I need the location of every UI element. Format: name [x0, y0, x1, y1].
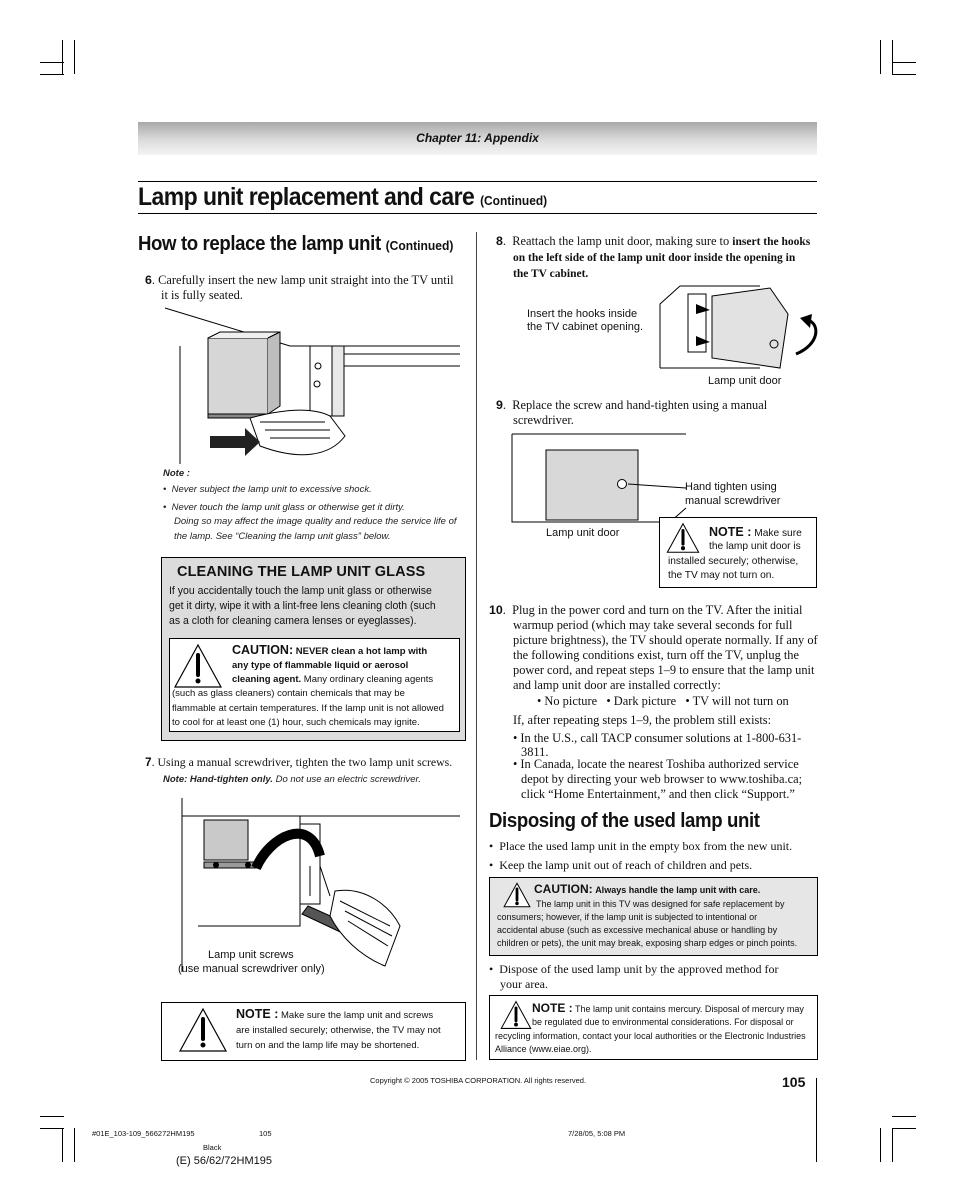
title-rule-bottom	[138, 213, 817, 214]
note-line: installed securely; otherwise,	[668, 556, 799, 567]
crop-mark	[40, 62, 64, 63]
disposing-bullet: • Keep the lamp unit out of reach of children and pets.	[489, 858, 753, 872]
note-line: The lamp unit contains mercury. Disposal of mercury may	[575, 1004, 804, 1014]
crop-mark	[880, 1128, 881, 1162]
note-line: turn on and the lamp life may be shortened.	[236, 1040, 420, 1051]
note-line: are installed securely; otherwise, the TV may not	[236, 1025, 441, 1036]
caution-head	[534, 882, 760, 896]
note-text	[236, 1007, 441, 1053]
note-head	[532, 1001, 804, 1015]
note-label: Note :	[163, 468, 190, 479]
step-text: it is fully seated.	[161, 288, 243, 302]
chapter-title: Chapter 11: Appendix	[416, 131, 539, 145]
caution-line: The lamp unit in this TV was designed for safe replacement by	[536, 899, 785, 909]
note-box-screws	[161, 1002, 466, 1061]
caution-bold: Always handle the lamp unit with care.	[595, 885, 761, 895]
crop-mark	[62, 40, 63, 74]
note-item: Doing so may affect the image quality and reduce the service life of	[174, 516, 457, 527]
door-caption: Lamp unit door	[708, 375, 782, 387]
file-page: 105	[259, 1129, 272, 1138]
note-label: NOTE :	[709, 525, 752, 539]
step-text: Reattach the lamp unit door, making sure to	[512, 234, 730, 248]
caution-line: accidental abuse (such as excessive mechanical abuse or handling by	[497, 925, 778, 935]
step-text: picture brightness), the TV should operate normally. If any of	[513, 633, 818, 647]
step-number: 9	[496, 398, 503, 412]
lamp-insert-illustration	[160, 306, 470, 466]
warning-triangle-icon	[173, 643, 223, 689]
note-item: the lamp. See “Cleaning the lamp unit glass” below.	[174, 531, 391, 542]
note-line: be regulated due to environmental considerations. For disposal or	[532, 1017, 794, 1027]
step-10: 10. Plug in the power cord and turn on the TV. After the initial warmup period (which may take several seconds for full picture brightness), the TV should operate normally. If any of the following conditions exist, turn off the TV, unplug the power cord, and repeat steps 1–9 to ensure that the lamp unit and lamp unit door are installed correctly:	[489, 603, 818, 692]
note-box-mercury	[489, 995, 818, 1060]
caution-bold: NEVER clean a hot lamp with	[295, 646, 428, 657]
note-line: recycling information, contact your local authorities or the Electronic Industries	[495, 1031, 806, 1041]
note-head	[709, 525, 802, 539]
caution-line: consumers; however, if the lamp unit is subjected to intentional or	[497, 912, 758, 922]
caution-body	[172, 687, 444, 731]
dispose-bullet: your area.	[500, 977, 548, 991]
step-text-bold: insert the hooks	[732, 236, 811, 248]
canada-contact: depot by directing your web browser to www.toshiba.ca;	[521, 772, 803, 786]
door-tighten-illustration	[510, 432, 690, 524]
caution-text: Many ordinary cleaning agents	[303, 674, 434, 685]
hand-caption: Hand tighten using	[685, 481, 777, 493]
caution-label: CAUTION:	[232, 643, 294, 657]
note-line: the lamp unit door is	[709, 541, 801, 552]
crop-mark	[892, 1128, 893, 1162]
caution-label: CAUTION:	[534, 882, 593, 896]
step-number: 10	[489, 603, 503, 617]
step-9: 9. Replace the screw and hand-tighten using a manual screwdriver.	[496, 398, 768, 427]
screws-caption: Lamp unit screws	[208, 949, 294, 961]
crop-mark	[40, 1116, 64, 1117]
note-box-door	[659, 517, 817, 588]
dispose-bullet: • Dispose of the used lamp unit by the approved method for	[489, 962, 779, 976]
note-line: the TV may not turn on.	[668, 570, 775, 581]
caution-line: to cool for at least one (1) hour, such chemicals may ignite.	[172, 717, 420, 728]
title-rule-top	[138, 181, 817, 182]
if-after-text: If, after repeating steps 1–9, the problem still exists:	[513, 713, 772, 727]
page-title	[138, 183, 547, 212]
step-text: Carefully insert the new lamp unit straight into the TV until	[158, 273, 454, 287]
section-heading-continued: (Continued)	[385, 238, 454, 253]
section-heading-text: How to replace the lamp unit	[138, 233, 381, 255]
note-bullet: • Never subject the lamp unit to excessive shock.	[163, 484, 372, 495]
page-title-text: Lamp unit replacement and care	[138, 183, 475, 211]
caution-bold: cleaning agent.	[232, 674, 302, 685]
crop-mark	[892, 74, 916, 75]
step-number: 8	[496, 234, 503, 248]
color-label: Black	[203, 1143, 222, 1152]
door-caption: Lamp unit door	[546, 527, 620, 539]
note-item: Never touch the lamp unit glass or otherwise get it dirty.	[171, 502, 405, 513]
crop-mark	[892, 1128, 916, 1129]
caution-line: flammable at certain temperatures. If the lamp unit is not allowed	[172, 702, 444, 714]
page-number: 105	[782, 1074, 806, 1090]
crop-mark	[892, 40, 893, 74]
disposing-bullet: • Place the used lamp unit in the empty box from the new unit.	[489, 839, 793, 853]
crop-mark	[880, 40, 881, 74]
cleaning-box-text	[169, 584, 436, 629]
section-heading-replace	[138, 233, 453, 256]
caution-bold: any type of flammable liquid or aerosol	[232, 660, 409, 671]
crop-mark	[892, 62, 916, 63]
us-contact: 3811.	[521, 745, 549, 759]
hooks-caption: the TV cabinet opening.	[527, 321, 643, 333]
note-bullet: • Never touch the lamp unit glass or otherwise get it dirty.	[163, 502, 405, 513]
step-8: 8. Reattach the lamp unit door, making sure to insert the hooks on the left side of the lamp unit door inside the opening in the TV cabinet.	[496, 234, 811, 280]
step-text: screwdriver.	[513, 413, 574, 427]
step-text-bold: the TV cabinet.	[513, 268, 589, 280]
screwdriver-illustration	[160, 796, 470, 974]
model-number: (E) 56/62/72HM195	[176, 1155, 272, 1167]
note-label: NOTE :	[532, 1001, 573, 1015]
caution-line: children or pets), the unit may break, exposing sharp edges or pinch points.	[497, 938, 798, 948]
crop-mark	[892, 1116, 916, 1117]
note-label: NOTE :	[236, 1007, 279, 1021]
step-6: 6. Carefully insert the new lamp unit straight into the TV until it is fully seated.	[145, 273, 454, 302]
step-number: 6	[145, 273, 152, 287]
us-contact: • In the U.S., call TACP consumer solutions at 1-800-631-	[513, 731, 802, 745]
step-text: Plug in the power cord and turn on the TV. After the initial	[512, 603, 803, 617]
crop-mark	[74, 1128, 75, 1162]
crop-mark	[62, 1128, 63, 1162]
warning-triangle-icon	[503, 881, 531, 909]
lamp-door-illustration	[650, 284, 820, 370]
cleaning-box-title: CLEANING THE LAMP UNIT GLASS	[177, 564, 426, 580]
canada-contact: click “Home Entertainment,” and then click “Support.”	[521, 787, 795, 801]
step-text: power cord, and repeat steps 1–9 to ensure that the lamp unit	[513, 663, 815, 677]
note-item: Never subject the lamp unit to excessive shock.	[171, 484, 372, 495]
caution-head	[232, 643, 433, 687]
cleaning-glass-box	[161, 557, 466, 741]
footer-rule	[816, 1078, 817, 1162]
crop-mark	[40, 1128, 64, 1129]
caution-box-handling	[489, 877, 818, 956]
step-text: the following conditions exist, turn off the TV, unplug the	[513, 648, 799, 662]
caution-box-cleaning	[169, 638, 460, 732]
hand-caption: manual screwdriver	[685, 495, 781, 507]
step-7-note	[163, 772, 421, 787]
step-7: 7. Using a manual screwdriver, tighten the two lamp unit screws.	[145, 755, 453, 769]
cleaning-line: get it dirty, wipe it with a lint-free lens cleaning cloth (such	[169, 600, 436, 612]
cleaning-line: If you accidentally touch the lamp unit glass or otherwise	[169, 585, 432, 597]
step-text: Using a manual screwdriver, tighten the two lamp unit screws.	[157, 755, 453, 769]
file-name: #01E_103-109_566272HM195	[92, 1129, 195, 1138]
chapter-header-bar	[138, 122, 817, 155]
file-date: 7/28/05, 5:08 PM	[568, 1129, 626, 1138]
note-bold: Note: Hand-tighten only.	[163, 774, 273, 785]
step-text: Replace the screw and hand-tighten using a manual	[512, 398, 768, 412]
canada-contact: • In Canada, locate the nearest Toshiba authorized service	[513, 757, 799, 771]
page-title-continued: (Continued)	[480, 193, 548, 208]
step-text-bold: on the left side of the lamp unit door inside the opening in	[513, 252, 796, 264]
hooks-caption: Insert the hooks inside	[527, 308, 638, 320]
conditions-list: • No picture • Dark picture • TV will not turn on	[537, 694, 789, 708]
column-divider	[476, 232, 477, 1060]
cleaning-line: as a cloth for cleaning camera lenses or eyeglasses).	[169, 615, 417, 627]
warning-triangle-icon	[500, 1000, 532, 1030]
note-line: Alliance (www.eiae.org).	[495, 1044, 592, 1054]
section-heading-disposing: Disposing of the used lamp unit	[489, 810, 760, 832]
screws-caption: (use manual screwdriver only)	[178, 963, 325, 975]
step-text: and lamp unit door are installed correctly:	[513, 678, 721, 692]
note-line: Make sure	[754, 528, 802, 539]
warning-triangle-icon	[666, 522, 700, 554]
crop-mark	[40, 74, 64, 75]
step-number: 7	[145, 755, 152, 769]
caution-line: (such as glass cleaners) contain chemicals that may be	[172, 688, 405, 699]
warning-triangle-icon	[178, 1007, 228, 1053]
step-text: warmup period (which may take several seconds for full	[513, 618, 793, 632]
note-text: Do not use an electric screwdriver.	[275, 774, 421, 785]
copyright: Copyright © 2005 TOSHIBA CORPORATION. All rights reserved.	[370, 1076, 587, 1085]
crop-mark	[74, 40, 75, 74]
note-line: Make sure the lamp unit and screws	[281, 1010, 434, 1021]
